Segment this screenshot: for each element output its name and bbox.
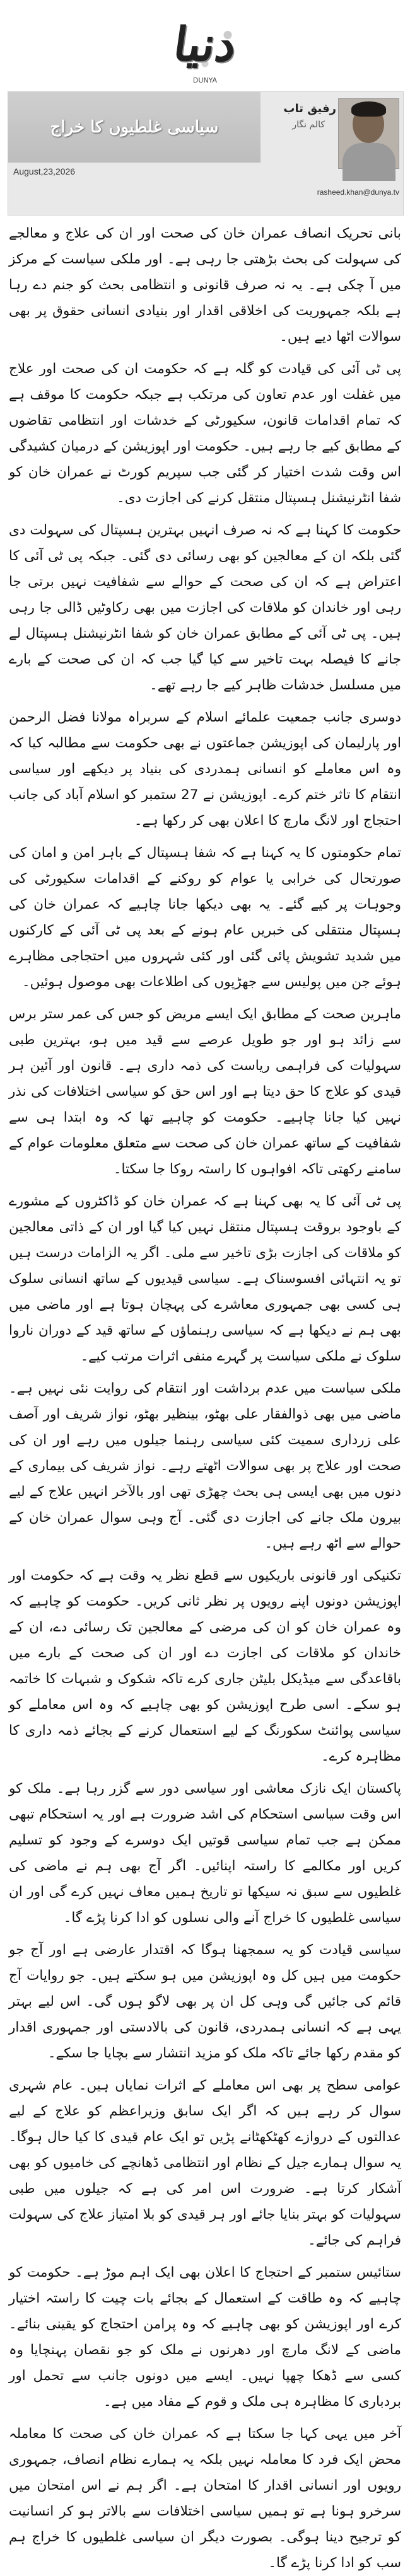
article-paragraph: حکومت کا کہنا ہے کہ نہ صرف انہیں بہترین ہسپتال کی سہولت دی گئی بلکہ ان کے معالجین کو بھی رسائی دی گئی۔ جبکہ پی ٹی آئی کا اعتراض ہے کہ ان کی صحت کے حوالے سے شفافیت نہیں برتی جا رہی اور خاندان کو ملاقات کی اجازت میں بھی رکاوٹیں ڈالی جا رہی ہیں۔ پی ٹی آئی کے مطابق عمران خان کو شفا انٹرنیشنل ہسپتال لے جانے کا فیصلہ بہت تاخیر سے کیا گیا جب کہ ان کی صحت کے بارے میں مسلسل خدشات ظاہر کیے جا رہے تھے۔ [9,522,401,693]
article-paragraph: سیاسی قیادت کو یہ سمجھنا ہوگا کہ اقتدار عارضی ہے اور آج جو حکومت میں ہیں کل وہ اپوزیشن میں ہو سکتے ہیں۔ جو روایات آج قائم کی جائیں گی وہی کل ان پر بھی لاگو ہوں گی۔ اس لیے بہتر یہی ہے کہ انسانی ہمدردی، قانون کی بالادستی اور جمہوری اقدار کو مقدم رکھا جائے تاکہ ملک کو مزید انتشار سے بچایا جا سکے۔ [9,1942,401,2061]
author-name: رفیق تاب [283,102,336,115]
publish-date: August,23,2026 [13,166,76,176]
avatar-hair [351,101,386,117]
article-paragraph: ملکی سیاست میں عدم برداشت اور انتقام کی روایت نئی نہیں ہے۔ ماضی میں بھی ذوالفقار علی بھٹو، بینظیر بھٹو، نواز شریف اور آصف علی زرداری سمیت کئی سیاسی رہنما جیلوں میں رہے اور ان کی صحت اور علاج پر بھی سوالات اٹھتے رہے۔ نواز شریف کی بیماری کے دنوں میں بھی ایسی ہی بحث چھڑی تھی اور بالآخر انہیں علاج کے لیے بیرون ملک جانے کی اجازت دی گئی۔ آج وہی سوال عمران خان کے حوالے سے اٹھ رہے ہیں۔ [9,1381,401,1551]
logo-text: دنیا [170,18,240,72]
article-paragraph: تکنیکی اور قانونی باریکیوں سے قطع نظر یہ وقت ہے کہ حکومت اور اپوزیشن دونوں اپنے رویوں پر نظر ثانی کریں۔ حکومت کو چاہیے کہ وہ عمران خان کو ان کی مرضی کے معالجین تک رسائی دے، ان کے خاندان کو ملاقات کی اجازت دے اور ان کی صحت کے بارے میں باقاعدگی سے میڈیکل بلیٹن جاری کرے تاکہ شکوک و شبہات کا خاتمہ ہو سکے۔ اسی طرح اپوزیشن کو بھی چاہیے کہ وہ اس معاملے کو سیاسی پوائنٹ سکورنگ کے لیے استعمال کرنے کے بجائے ذمہ داری کا مظاہرہ کرے۔ [9,1568,401,1764]
article-paragraph: پاکستان ایک نازک معاشی اور سیاسی دور سے گزر رہا ہے۔ ملک کو اس وقت سیاسی استحکام کی اشد ضرورت ہے اور یہ استحکام تبھی ممکن ہے جب تمام سیاسی قوتیں ایک دوسرے کے وجود کو تسلیم کریں اور مکالمے کا راستہ اپنائیں۔ اگر آج بھی ہم نے ماضی کی غلطیوں سے سبق نہ سیکھا تو تاریخ ہمیں معاف نہیں کرے گی اور ان سیاسی غلطیوں کا خراج آنے والی نسلوں کو ادا کرنا پڑے گا۔ [9,1781,401,1926]
avatar-body [343,143,395,181]
column-title: سیاسی غلطیوں کا خراج [50,118,219,137]
article-paragraph: پی ٹی آئی کا یہ بھی کہنا ہے کہ عمران خان کو ڈاکٹروں کے مشورے کے باوجود بروقت ہسپتال منتقل نہیں کیا گیا اور ان کے ذاتی معالجین کو ملاقات کی اجازت بڑی تاخیر سے ملی۔ اگر یہ الزامات درست ہیں تو یہ انتہائی افسوسناک ہے۔ سیاسی قیدیوں کے ساتھ انسانی سلوک ہی کسی بھی جمہوری معاشرے کی پہچان ہوتا ہے اور ماضی میں بھی ہم نے دیکھا ہے کہ سیاسی رہنماؤں کے ساتھ قید کے دوران ناروا سلوک نے ملکی سیاست پر گہرے منفی اثرات مرتب کیے۔ [9,1193,401,1364]
author-email: rasheed.khan@dunya.tv [317,188,399,197]
article-paragraph: پی ٹی آئی کی قیادت کو گلہ ہے کہ حکومت ان کی صحت اور علاج میں غفلت اور عدم تعاون کی مرتکب ہے جبکہ حکومت کا موقف ہے کہ تمام اقدامات قانون، سکیورٹی کے خدشات اور انتظامی تقاضوں کے مطابق کیے جا رہے ہیں۔ حکومت اور اپوزیشن کے درمیان کشیدگی اس وقت شدت اختیار کر گئی جب سپریم کورٹ نے عمران خان کو شفا انٹرنیشنل ہسپتال منتقل کرنے کی اجازت دی۔ [9,361,401,506]
logo-tagline: DUNYA [192,76,218,84]
byline-band [8,91,404,216]
article-paragraph: ماہرین صحت کے مطابق ایک ایسے مریض کو جس کی عمر ستر برس سے زائد ہو اور جو طویل عرصے سے قید میں ہو، بہترین طبی سہولیات کی فراہمی ریاست کی ذمہ داری ہے۔ قانون اور آئین ہر قیدی کو علاج کا حق دیتا ہے اور اس حق کو سیاسی اختلافات کی نذر نہیں کیا جانا چاہیے۔ حکومت کو چاہیے تھا کہ وہ ابتدا ہی سے شفافیت کے ساتھ عمران خان کی صحت سے متعلق معلومات عوام کے سامنے رکھتی تاکہ افواہوں کا راستہ روکا جا سکتا۔ [9,1006,401,1177]
column-title-box [8,92,261,163]
author-avatar [338,98,399,169]
article-paragraph: عوامی سطح پر بھی اس معاملے کے اثرات نمایاں ہیں۔ عام شہری سوال کر رہے ہیں کہ اگر ایک سابق وزیراعظم کو علاج کے لیے عدالتوں کے دروازے کھٹکھٹانے پڑیں تو ایک عام قیدی کا کیا حال ہوگا۔ یہ سوال ہمارے جیل کے نظام اور انتظامی ڈھانچے کی خامیوں کو بھی آشکار کرتا ہے۔ ضرورت اس امر کی ہے کہ جیلوں میں طبی سہولیات کو بہتر بنایا جائے اور ہر قیدی کو بلا امتیاز علاج کی سہولت فراہم کی جائے۔ [9,2078,401,2248]
article-paragraph: تمام حکومتوں کا یہ کہنا ہے کہ شفا ہسپتال کے باہر امن و امان کی صورتحال کی خرابی یا عوام کو روکنے کے اقدامات سکیورٹی کی وجوہات پر کیے گئے۔ یہ بھی دیکھا جانا چاہیے کہ عمران خان کی ہسپتال منتقلی کی خبریں عام ہونے کے بعد پی ٹی آئی کے کارکنوں میں شدید تشویش پائی گئی اور کئی شہروں میں احتجاجی مظاہرے ہوئے جن میں پولیس سے جھڑپوں کی اطلاعات بھی موصول ہوئیں۔ [9,845,401,990]
article-paragraph: آخر میں یہی کہا جا سکتا ہے کہ عمران خان کی صحت کا معاملہ محض ایک فرد کا معاملہ نہیں بلکہ یہ ہمارے نظام انصاف، جمہوری رویوں اور انسانی اقدار کا امتحان ہے۔ اگر ہم نے اس امتحان میں سرخرو ہونا ہے تو ہمیں سیاسی اختلافات سے بالاتر ہو کر انسانیت کو ترجیح دینا ہوگی۔ بصورت دیگر ان سیاسی غلطیوں کا خراج ہم سب کو ادا کرنا پڑے گا۔ [9,2426,401,2571]
author-box [267,98,399,205]
article-paragraph: ستائیس ستمبر کے احتجاج کا اعلان بھی ایک اہم موڑ ہے۔ حکومت کو چاہیے کہ وہ طاقت کے استعمال کے بجائے بات چیت کا راستہ اختیار کرے اور اپوزیشن کو بھی چاہیے کہ وہ پرامن احتجاج کو یقینی بنائے۔ ماضی کے لانگ مارچ اور دھرنوں نے ملک کو جو نقصان پہنچایا وہ کسی سے ڈھکا چھپا نہیں۔ ایسے میں دونوں جانب سے تحمل اور بردباری کا مظاہرہ ہی ملک و قوم کے مفاد میں ہے۔ [9,2265,401,2410]
article-body [9,221,401,2571]
article-paragraph: دوسری جانب جمعیت علمائے اسلام کے سربراہ مولانا فضل الرحمن اور پارلیمان کی اپوزیشن جماعتوں نے بھی حکومت سے مطالبہ کیا کہ وہ اس معاملے کو انسانی ہمدردی کی بنیاد پر دیکھے اور سیاسی انتقام کا تاثر ختم کرے۔ اپوزیشن نے 27 ستمبر کو اسلام آباد کی جانب احتجاج اور لانگ مارچ کا اعلان بھی کر رکھا ہے۔ [9,710,401,829]
author-role: کالم نگار [292,120,325,130]
article-paragraph: بانی تحریک انصاف عمران خان کی صحت اور ان کی علاج و معالجے کی سہولت کی بحث بڑھتی جا رہی ہے۔ اور ملکی سیاست کے مرکز میں آ چکی ہے۔ یہ نہ صرف قانونی و انتظامی بحث کو جنم دے رہا ہے بلکہ جمہوریت کی اخلاقی اقدار اور بنیادی انسانی حقوق پر بھی سوالات اٹھا دیے ہیں۔ [9,226,401,345]
newspaper-logo [148,6,262,88]
